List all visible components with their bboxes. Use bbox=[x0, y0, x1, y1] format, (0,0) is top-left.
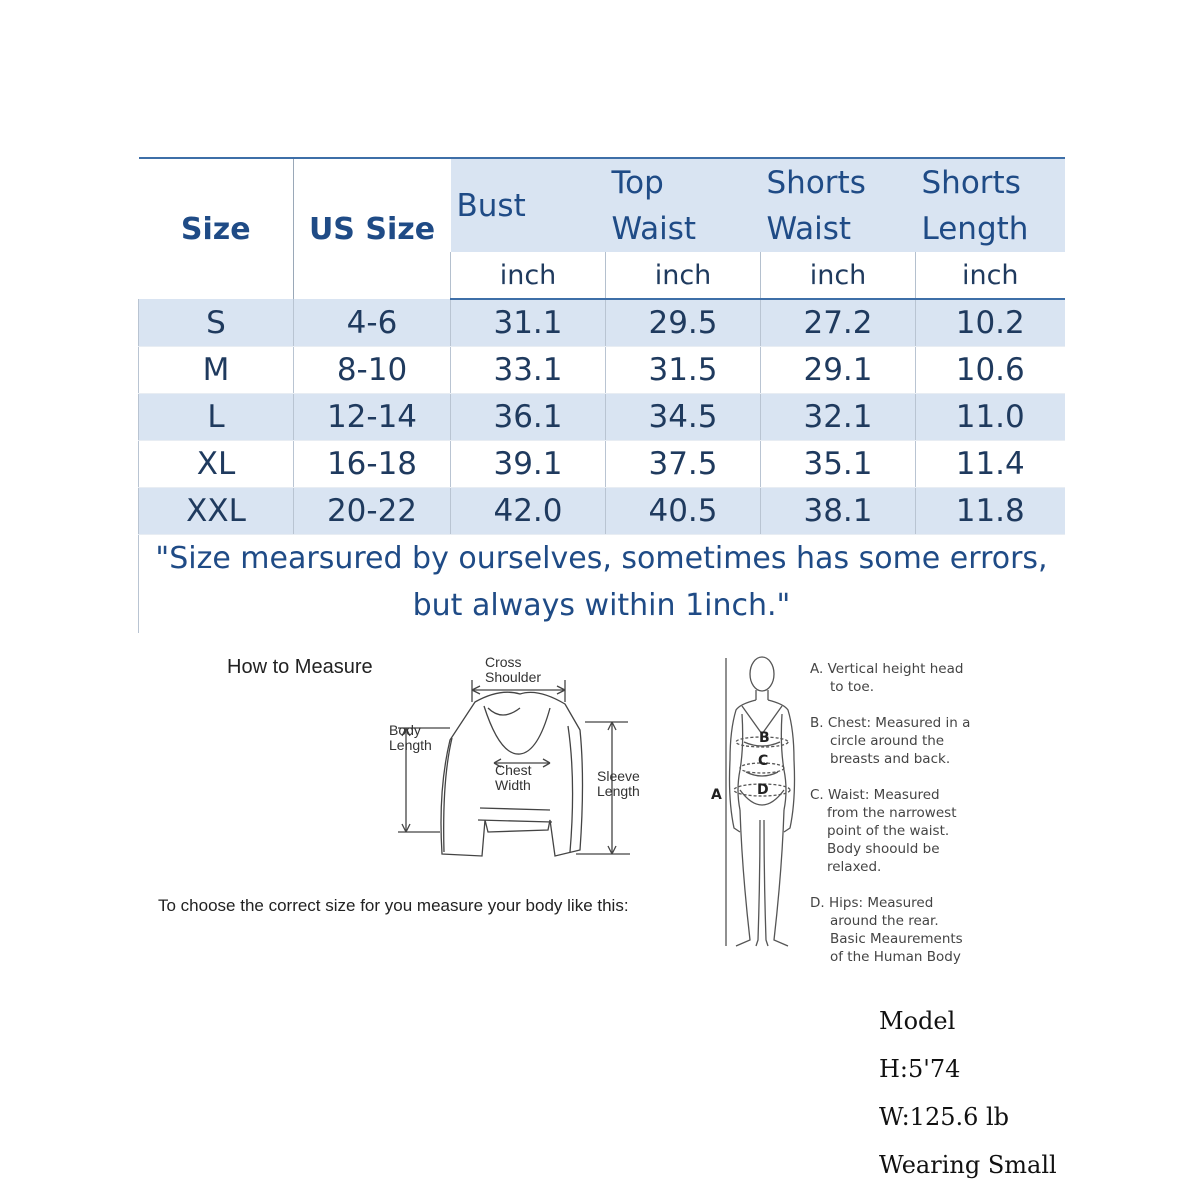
legend-d-line: of the Human Body bbox=[830, 949, 961, 965]
marker-b: B bbox=[759, 730, 770, 746]
cell-top-waist: 34.5 bbox=[606, 394, 761, 441]
cell-shorts-waist: 38.1 bbox=[761, 488, 916, 535]
header-shorts-length-line1: Shorts bbox=[921, 164, 1021, 201]
chest-width-line1: Chest bbox=[495, 762, 532, 778]
legend-item-b bbox=[810, 714, 1000, 768]
cell-bust: 39.1 bbox=[451, 441, 606, 488]
cross-shoulder-line2: Shoulder bbox=[485, 669, 542, 685]
cell-bust: 42.0 bbox=[451, 488, 606, 535]
cell-us-size: 12-14 bbox=[294, 394, 451, 441]
cell-size: XL bbox=[139, 441, 294, 488]
cell-shorts-length: 11.0 bbox=[916, 394, 1065, 441]
measurement-note bbox=[138, 535, 1064, 633]
legend-a-line: A. Vertical height head bbox=[810, 661, 964, 677]
marker-d: D bbox=[757, 782, 769, 798]
cell-shorts-waist: 29.1 bbox=[761, 347, 916, 394]
marker-c: C bbox=[758, 753, 769, 769]
model-weight: W:125.6 lb bbox=[879, 1103, 1010, 1131]
note-line-2: but always within 1inch." bbox=[412, 588, 791, 623]
legend-d-line: around the rear. bbox=[830, 913, 939, 929]
model-info bbox=[879, 997, 1057, 1189]
cell-top-waist: 31.5 bbox=[606, 347, 761, 394]
legend-item-a bbox=[810, 660, 1000, 696]
legend-c-line: relaxed. bbox=[827, 859, 882, 875]
header-top-waist bbox=[606, 158, 761, 252]
sleeve-length-label bbox=[597, 769, 640, 799]
cell-bust: 31.1 bbox=[451, 299, 606, 347]
legend-a-line: to toe. bbox=[830, 679, 874, 695]
body-length-label bbox=[389, 723, 432, 753]
header-shorts-length-line2: Length bbox=[921, 210, 1029, 247]
table-header-row bbox=[139, 158, 1065, 252]
model-wearing: Wearing Small bbox=[879, 1151, 1057, 1179]
legend-b-line: breasts and back. bbox=[830, 751, 951, 767]
cross-shoulder-label bbox=[485, 655, 541, 685]
table-row bbox=[139, 394, 1065, 441]
header-bust bbox=[451, 158, 606, 252]
header-shorts-waist-line1: Shorts bbox=[766, 164, 866, 201]
cell-shorts-length: 10.6 bbox=[916, 347, 1065, 394]
unit-label: inch bbox=[451, 252, 606, 299]
cell-shorts-length: 10.2 bbox=[916, 299, 1065, 347]
measurement-legend bbox=[810, 660, 1000, 984]
cell-shorts-waist: 35.1 bbox=[761, 441, 916, 488]
unit-label: inch bbox=[606, 252, 761, 299]
sleeve-length-line2: Length bbox=[597, 783, 640, 799]
cell-shorts-waist: 27.2 bbox=[761, 299, 916, 347]
how-to-measure-title: How to Measure bbox=[227, 656, 373, 678]
legend-b-line: B. Chest: Measured in a bbox=[810, 715, 971, 731]
body-length-line1: Body bbox=[389, 722, 421, 738]
cell-size: L bbox=[139, 394, 294, 441]
cross-shoulder-line1: Cross bbox=[485, 654, 522, 670]
cell-top-waist: 29.5 bbox=[606, 299, 761, 347]
legend-c-line: point of the waist. bbox=[827, 823, 950, 839]
cell-size: M bbox=[139, 347, 294, 394]
cell-size: XXL bbox=[139, 488, 294, 535]
header-bust-label: Bust bbox=[456, 187, 526, 224]
legend-c-line: from the narrowest bbox=[827, 805, 957, 821]
note-line-1: "Size mearsured by ourselves, sometimes has some errors, bbox=[155, 541, 1048, 576]
cell-top-waist: 37.5 bbox=[606, 441, 761, 488]
header-shorts-waist-line2: Waist bbox=[766, 210, 852, 247]
cell-bust: 36.1 bbox=[451, 394, 606, 441]
cell-size: S bbox=[139, 299, 294, 347]
cell-top-waist: 40.5 bbox=[606, 488, 761, 535]
cell-shorts-length: 11.4 bbox=[916, 441, 1065, 488]
header-top-waist-line2: Waist bbox=[611, 210, 697, 247]
header-shorts-waist bbox=[761, 158, 916, 252]
legend-c-line: Body shoould be bbox=[827, 841, 940, 857]
table-row bbox=[139, 347, 1065, 394]
legend-item-d bbox=[810, 894, 1000, 966]
cell-shorts-length: 11.8 bbox=[916, 488, 1065, 535]
legend-c-line: C. Waist: Measured bbox=[810, 787, 940, 803]
cell-us-size: 8-10 bbox=[294, 347, 451, 394]
body-length-line2: Length bbox=[389, 737, 432, 753]
cell-us-size: 4-6 bbox=[294, 299, 451, 347]
cell-bust: 33.1 bbox=[451, 347, 606, 394]
header-us-size: US Size bbox=[294, 158, 451, 299]
size-chart-table bbox=[138, 157, 1065, 535]
header-top-waist-line1: Top bbox=[611, 164, 664, 201]
legend-b-line: circle around the bbox=[830, 733, 945, 749]
cell-us-size: 16-18 bbox=[294, 441, 451, 488]
unit-label: inch bbox=[916, 252, 1065, 299]
legend-item-c bbox=[810, 786, 1000, 876]
sleeve-length-line1: Sleeve bbox=[597, 768, 640, 784]
legend-d-line: Basic Meaurements bbox=[830, 931, 963, 947]
cell-us-size: 20-22 bbox=[294, 488, 451, 535]
cell-shorts-waist: 32.1 bbox=[761, 394, 916, 441]
chest-width-label bbox=[495, 763, 532, 793]
header-shorts-length bbox=[916, 158, 1065, 252]
header-size: Size bbox=[139, 158, 294, 299]
chest-width-line2: Width bbox=[495, 777, 531, 793]
model-label: Model bbox=[879, 1007, 956, 1035]
unit-label: inch bbox=[761, 252, 916, 299]
instruction-text: To choose the correct size for you measure your body like this: bbox=[158, 896, 629, 915]
legend-d-line: D. Hips: Measured bbox=[810, 895, 934, 911]
table-row bbox=[139, 299, 1065, 347]
table-row bbox=[139, 488, 1065, 535]
marker-a: A bbox=[711, 787, 722, 803]
table-row bbox=[139, 441, 1065, 488]
body-diagram bbox=[700, 650, 810, 955]
model-height: H:5'74 bbox=[879, 1055, 961, 1083]
